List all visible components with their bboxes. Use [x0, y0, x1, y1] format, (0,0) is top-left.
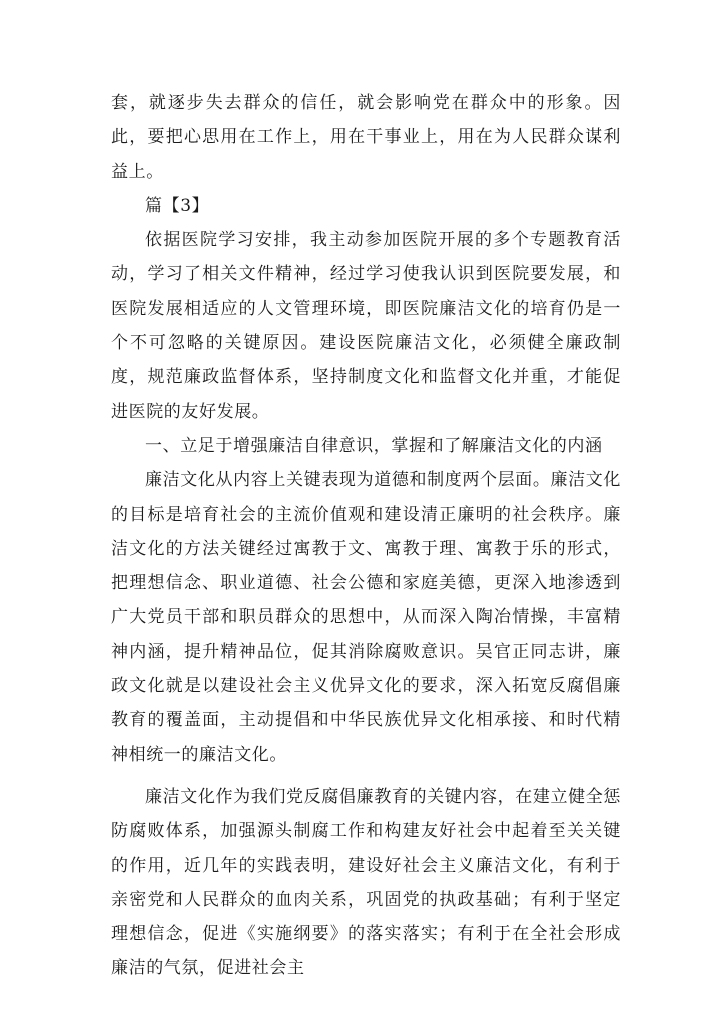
section-heading: 篇【3】 [145, 195, 210, 216]
paragraph-intro: 依据医院学习安排，我主动参加医院开展的多个专题教育活动，学习了相关文件精神，经过学习使我认识到医院要发展，和医院发展相适应的人文管理环境，即医院廉洁文化的培育仍是一个不可忽略的关键原因。建设医院廉洁文化，必须健全廉政制度，规范廉政监督体系，坚持制度文化和监督文化并重，才能促进医院的友好发展。 [111, 230, 621, 422]
paragraph-body: 廉洁文化作为我们党反腐倡廉教育的关键内容，在建立健全惩防腐败体系，加强源头制腐工作和构建友好社会中起着至关关键的作用，近几年的实践表明，建设好社会主义廉洁文化，有利于亲密党和人民群众的血肉关系，巩固党的执政基础；有利于坚定理想信念，促进《实施纲要》的落实落实；有利于在全社会形成廉洁的气氛，促进社会主 [111, 786, 621, 979]
paragraph-body: 廉洁文化从内容上关键表现为道德和制度两个层面。廉洁文化的目标是培育社会的主流价值观和建设清正廉明的社会秩序。廉洁文化的方法关键经过寓教于文、寓教于理、寓教于乐的形式，把理想信念、职业道德、社会公德和家庭美德，更深入地渗透到广大党员干部和职员群众的思想中，从而深入陶冶情操，丰富精神内涵，提升精神品位，促其消除腐败意识。吴官正同志讲，廉政文化就是以建设社会主义优异文化的要求，深入拓宽反腐倡廉教育的覆盖面，主动提倡和中华民族优异文化相承接、和时代精神相统一的廉洁文化。 [111, 470, 621, 765]
document-body [111, 86, 621, 986]
subsection-heading: 一、立足于增强廉洁自律意识，掌握和了解廉洁文化的内涵 [145, 435, 603, 456]
paragraph-continuation: 套，就逐步失去群众的信任，就会影响党在群众中的形象。因此，要把心思用在工作上，用在干事业上，用在为人民群众谋利益上。 [111, 93, 621, 182]
